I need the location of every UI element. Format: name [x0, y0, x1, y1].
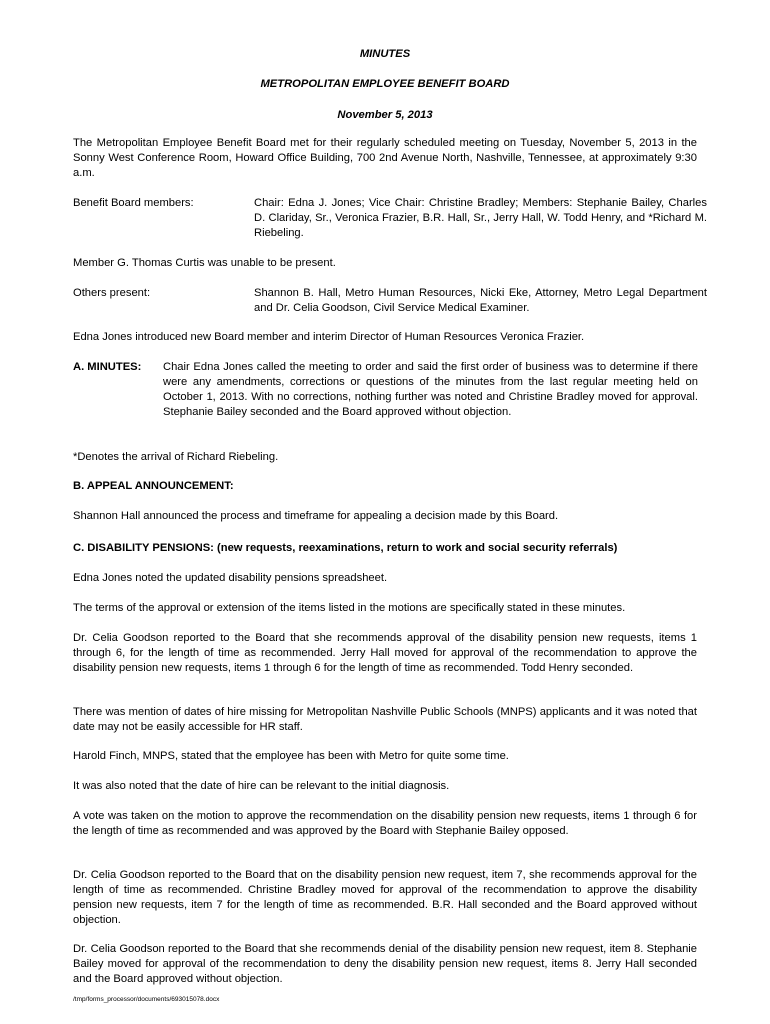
section-c-paragraph: A vote was taken on the motion to approve the recommendation on the disability pension new requests, items 1 through 6 for the length of time as recommended and was approved by the Board with Stephanie Bailey opposed.: [73, 810, 697, 837]
section-c-paragraph: Edna Jones noted the updated disability pensions spreadsheet.: [73, 572, 388, 584]
doc-title: MINUTES: [359, 48, 411, 60]
section-c-paragraph: There was mention of dates of hire missing for Metropolitan Nashville Public Schools (MNPS) applicants and it was noted that date may not be easily accessible for HR staff.: [73, 706, 697, 733]
arrival-note: *Denotes the arrival of Richard Riebeling.: [73, 451, 279, 463]
meeting-date: November 5, 2013: [337, 109, 433, 121]
introduction-note: Edna Jones introduced new Board member and interim Director of Human Resources Veronica Frazier.: [73, 331, 585, 343]
absent-note: Member G. Thomas Curtis was unable to be present.: [73, 257, 336, 269]
section-c-heading: C. DISABILITY PENSIONS: (new requests, reexaminations, return to work and social security referrals): [73, 542, 618, 554]
section-c-paragraph: It was also noted that the date of hire can be relevant to the initial diagnosis.: [73, 780, 450, 792]
others-value: Shannon B. Hall, Metro Human Resources, Nicki Eke, Attorney, Metro Legal Department and Dr. Celia Goodson, Civil Service Medical Examiner.: [254, 287, 707, 314]
section-a-text: Chair Edna Jones called the meeting to order and said the first order of business was to determine if there were any amendments, corrections or questions of the minutes from the last regular meeting held on October 1, 2013. With no corrections, nothing further was noted and Christine Bradley moved for approval. Stephanie Bailey seconded and the Board approved without objection.: [163, 361, 698, 418]
section-b-heading: B. APPEAL ANNOUNCEMENT:: [73, 480, 234, 492]
intro-paragraph: The Metropolitan Employee Benefit Board met for their regularly scheduled meeting on Tuesday, November 5, 2013 in the Sonny West Conference Room, Howard Office Building, 700 2nd Avenue North, Nashville, Tennessee, at approximately 9:30 a.m.: [73, 137, 697, 179]
section-b-text: Shannon Hall announced the process and timeframe for appealing a decision made by this Board.: [73, 510, 559, 522]
section-c-paragraph: Harold Finch, MNPS, stated that the employee has been with Metro for quite some time.: [73, 750, 509, 762]
section-c-paragraph: Dr. Celia Goodson reported to the Board that she recommends denial of the disability pension new request, item 8. Stephanie Bailey moved for approval of the recommendation to deny the disability pension new request, items 8. Jerry Hall seconded and the Board approved without objection.: [73, 943, 697, 985]
section-c-paragraph: Dr. Celia Goodson reported to the Board that she recommends approval of the disability pension new requests, items 1 through 6, for the length of time as recommended. Jerry Hall moved for approval of the recommendation to approve the disability pension new requests, items 1 through 6 for the length of time as recommended. Todd Henry seconded.: [73, 632, 697, 674]
members-label: Benefit Board members:: [73, 197, 194, 209]
others-label: Others present:: [73, 287, 151, 299]
footer-file-path: /tmp/forms_processor/documents/693015078.docx: [73, 996, 220, 1003]
section-a-label: A. MINUTES:: [73, 361, 142, 373]
board-name: METROPOLITAN EMPLOYEE BENEFIT BOARD: [260, 78, 510, 90]
section-c-paragraph: The terms of the approval or extension of the items listed in the motions are specifically stated in these minutes.: [73, 602, 626, 614]
members-value: Chair: Edna J. Jones; Vice Chair: Christine Bradley; Members: Stephanie Bailey, Charles D. Clariday, Sr., Veronica Frazier, B.R. Hall, Sr., Jerry Hall, W. Todd Henry, and *Richard M. Riebeling.: [254, 197, 707, 239]
section-c-paragraph: Dr. Celia Goodson reported to the Board that on the disability pension new request, item 7, she recommends approval for the length of time as recommended. Christine Bradley moved for approval of the recommendation to approve the disability pension new requests, item 7 for the length of time as recommended. B.R. Hall seconded and the Board approved without objection.: [73, 869, 697, 926]
